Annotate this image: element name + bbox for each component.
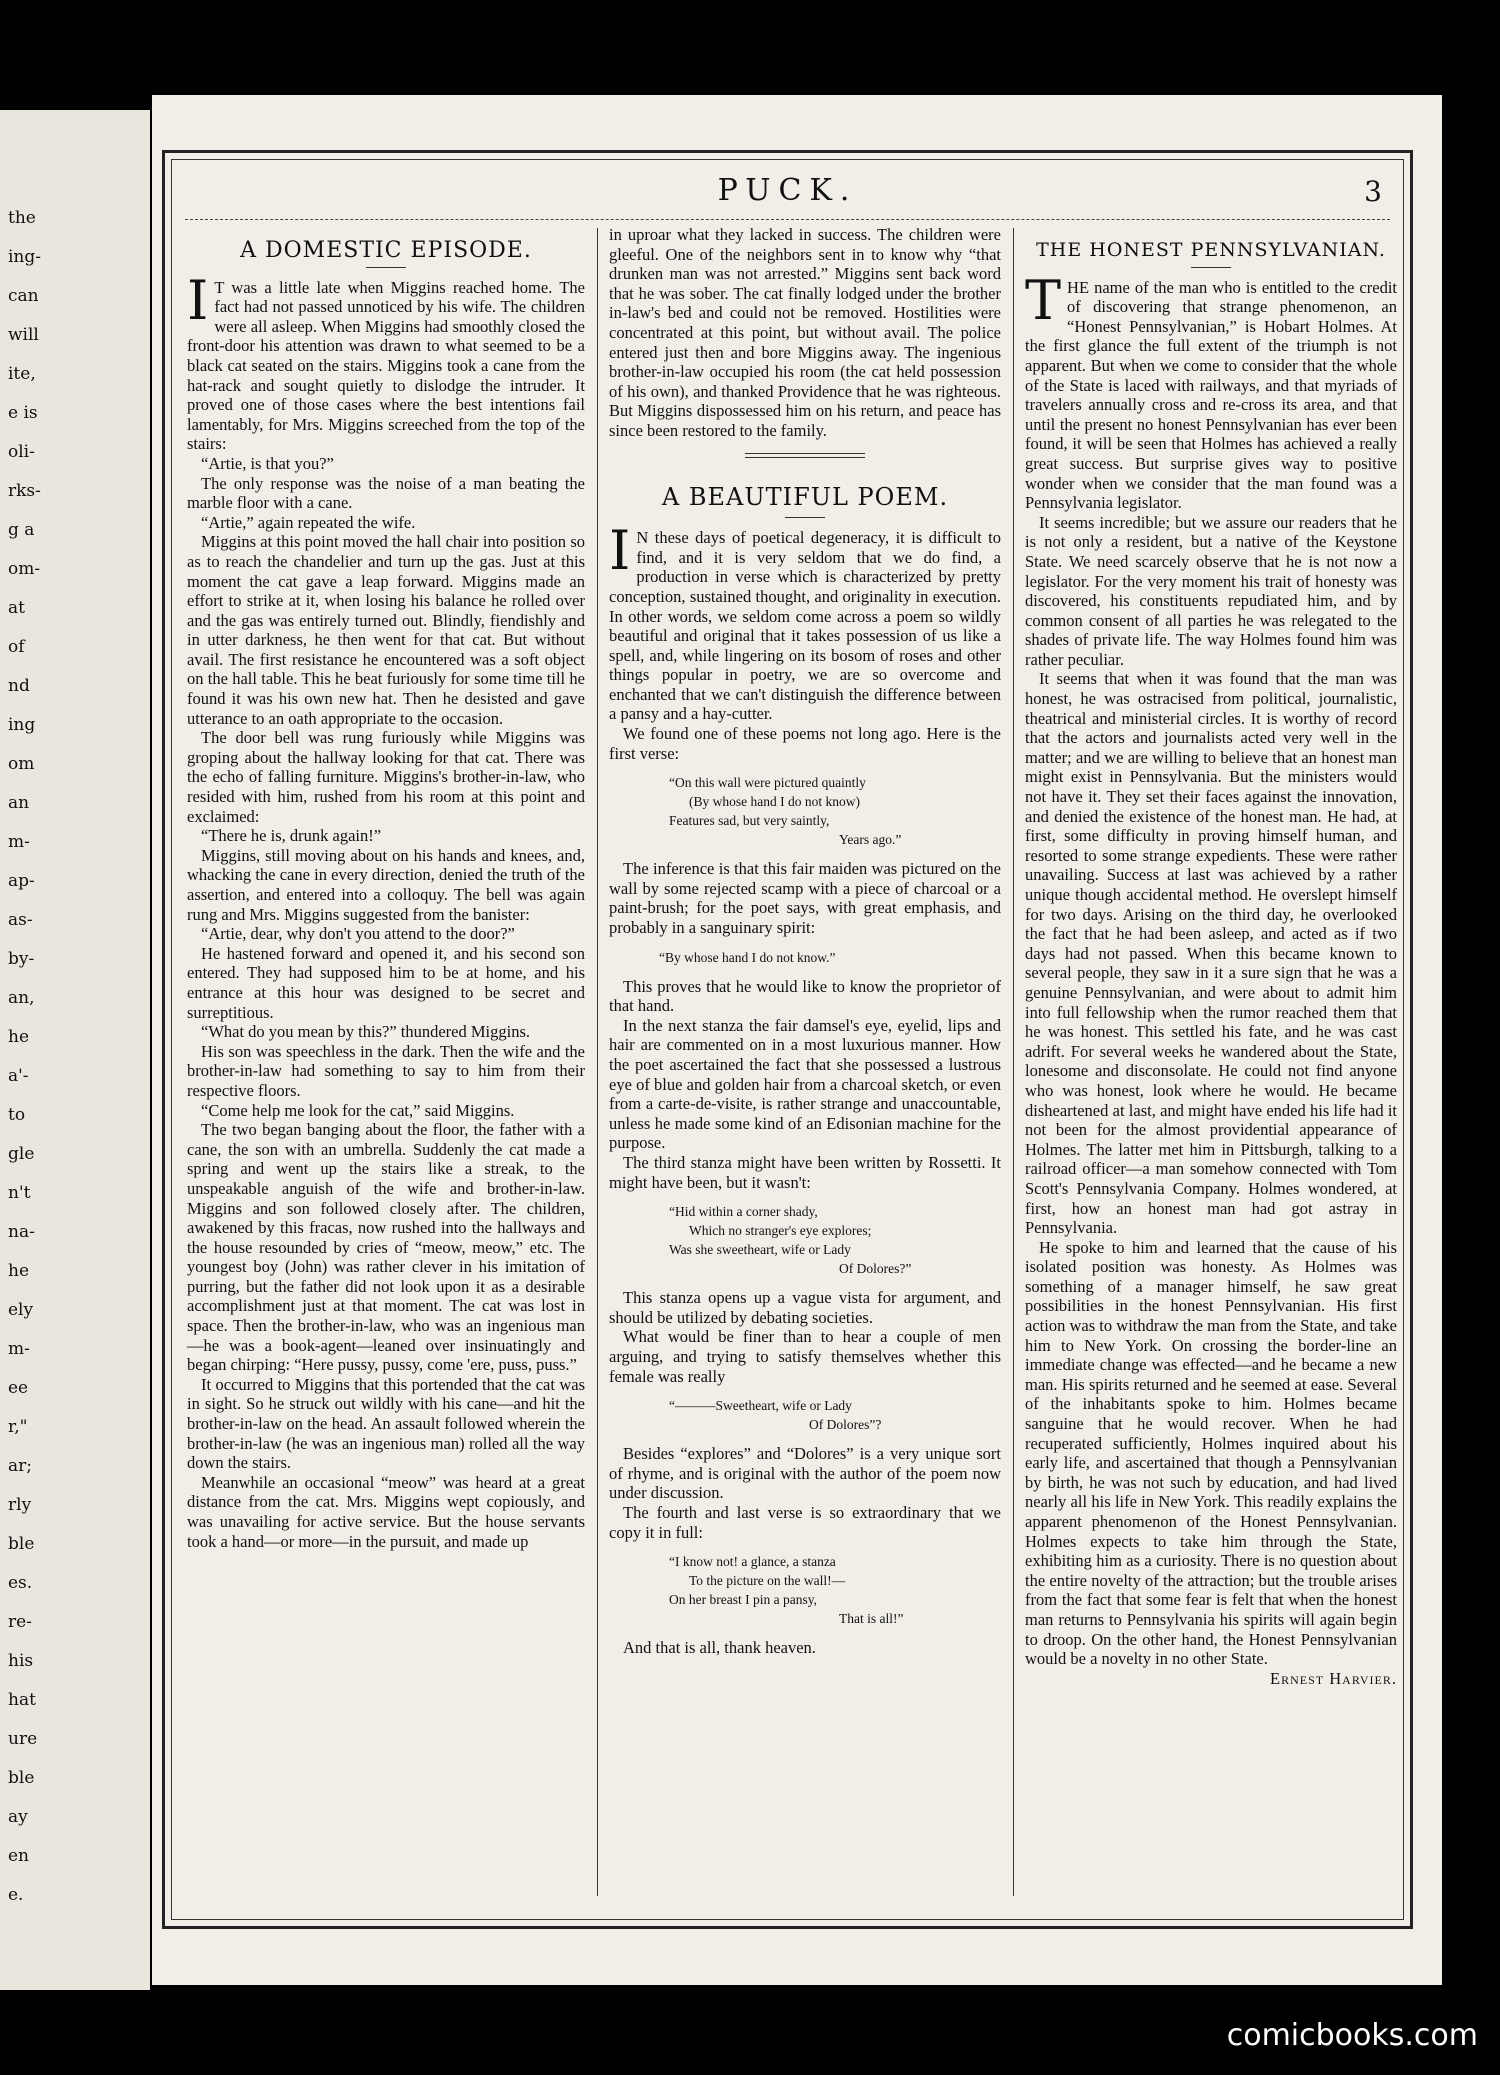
edge-word: he bbox=[8, 1261, 30, 1281]
edge-word: ing bbox=[8, 715, 36, 735]
edge-word: om- bbox=[8, 559, 41, 579]
title-rule bbox=[1191, 267, 1231, 268]
poem-line: On her breast I pin a pansy, bbox=[669, 1592, 817, 1608]
poem-quote bbox=[659, 948, 1001, 967]
article-body-honest-pennsylvanian bbox=[1025, 268, 1397, 1669]
edge-word: gle bbox=[8, 1144, 35, 1164]
edge-word: ay bbox=[8, 1807, 28, 1827]
poem-line: Was she sweetheart, wife or Lady bbox=[669, 1242, 851, 1258]
paragraph: We found one of these poems not long ago. Here is the first verse: bbox=[609, 724, 1001, 763]
poem-line: To the picture on the wall!— bbox=[689, 1573, 846, 1589]
edge-word: n't bbox=[8, 1183, 31, 1203]
edge-word: oli- bbox=[8, 442, 35, 462]
paragraph: What would be finer than to hear a couple of men arguing, and trying to satisfy themselves whether this female was really bbox=[609, 1327, 1001, 1386]
author-signature: Ernest Harvier. bbox=[1270, 1668, 1397, 1688]
paragraph: Miggins at this point moved the hall chair into position so as to reach the chandelier and turn up the gas. Just at this moment the cat gave a leap forward. Miggins made an effort to strike at it, when losing his balance he rolled over and the gas was entirely turned out. Blindly, fiendishly and in utter darkness, he then went for that cat. But without avail. The first resistance he encountered was a soft object on the hall table. This he beat furiously for some time till he found it was his own new hat. Then he desisted and gave utterance to an oath appropriate to the occasion. bbox=[187, 532, 585, 728]
edge-word: by- bbox=[8, 949, 35, 969]
article-title-beautiful-poem: A BEAUTIFUL POEM. bbox=[661, 482, 949, 511]
paragraph: It seems incredible; but we assure our readers that he is not only a resident, but a native of the Keystone State. We need scarcely observe that he is not now a legislator. For the very moment his trait of honesty was discovered, his constituents repudiated him, and by common consent of all parties he was relegated to the shades of private life. The way Holmes found him was rather peculiar. bbox=[1025, 512, 1397, 669]
poem-line: That is all!” bbox=[839, 1611, 904, 1627]
edge-word: na- bbox=[8, 1222, 35, 1242]
edge-word: at bbox=[8, 598, 25, 618]
article-title-honest-pennsylvanian: THE HONEST PENNSYLVANIAN. bbox=[1036, 239, 1386, 261]
edge-word: ble bbox=[8, 1534, 35, 1554]
edge-word: nd bbox=[8, 676, 30, 696]
paragraph: This stanza opens up a vague vista for argument, and should be utilized by debating societies. bbox=[609, 1288, 1001, 1327]
paragraph: His son was speechless in the dark. Then the wife and the brother-in-law had something to say to him from their respective floors. bbox=[187, 1041, 585, 1100]
edge-word: ure bbox=[8, 1729, 38, 1749]
poem-line: (By whose hand I do not know) bbox=[689, 794, 860, 810]
edge-word: re- bbox=[8, 1612, 32, 1632]
poem-line: Features sad, but very saintly, bbox=[669, 813, 830, 829]
dropcap: I bbox=[187, 268, 209, 332]
dropcap: T bbox=[1025, 268, 1062, 332]
paragraph: The fourth and last verse is so extraordinary that we copy it in full: bbox=[609, 1502, 1001, 1542]
edge-word: g a bbox=[8, 520, 35, 540]
paragraph: T was a little late when Miggins reached home. The fact had not passed unnoticed by his wife. The children were all asleep. When Miggins had smoothly closed the front-door his attention was drawn to what seemed to be a black cat seated on the stairs. Miggins took a cane from the hat-rack and sought quietly to dislodge the intruder. It proved one of those cases where the best intentions fail lamentably, for Mrs. Miggins screeched from the top of the stairs: bbox=[187, 277, 585, 454]
paragraph: The door bell was rung furiously while Miggins was groping about the hallway looking for that cat. There was the echo of falling furniture. Miggins's brother-in-law, who resided with him, rushed from his room at this point and exclaimed: bbox=[187, 728, 585, 826]
edge-word: ely bbox=[8, 1300, 34, 1320]
edge-word: ee bbox=[8, 1378, 29, 1398]
edge-word: m- bbox=[8, 1339, 30, 1359]
article-continuation: in uproar what they lacked in success. The children were gleeful. One of the neighbors sent in to know why “that drunken man was not arrested.” Miggins sent back word that he was sober. The cat finally lodged under the brother in-law's bed and could not be removed. Hostilities were concentrated at this point, but without avail. The police entered just then and bore Miggins away. The ingenious brother-in-law occupied his room (the cat held possession of his own), and thanked Providence that he was righteous. But Miggins dispossessed him on his return, and peace has since been restored to the family. bbox=[609, 225, 1001, 440]
edge-word: r," bbox=[8, 1417, 28, 1437]
header-rule bbox=[185, 219, 1390, 220]
edge-word: his bbox=[8, 1651, 34, 1671]
paragraph: He hastened forward and opened it, and his second son entered. They had supposed him to be at home, and his entrance at this hour was designed to be secret and surreptitious. bbox=[187, 943, 585, 1022]
poem-line: “I know not! a glance, a stanza bbox=[669, 1554, 836, 1570]
edge-word: e. bbox=[8, 1885, 24, 1905]
edge-word: om bbox=[8, 754, 35, 774]
poem-line: “On this wall were pictured quaintly bbox=[669, 775, 866, 791]
dropcap: I bbox=[609, 519, 631, 583]
paragraph: “Come help me look for the cat,” said Miggins. bbox=[201, 1100, 515, 1120]
edge-word: e is bbox=[8, 403, 38, 423]
paragraph: It seems that when it was found that the man was honest, he was ostracised from political, journalistic, theatrical and ministerial circles. It is worthy of record that the actors and journalists acted very well in the matter; and we are willing to believe that an honest man might exist in Pennsylvania. But the ministers would not have it. They set their faces against the innovation, and denied the existence of the honest man. He had, at first, some difficulty in proving himself human, and resorted to some strange expedients. These were rather unavailing. Success at last was achieved by a rather unique though accidental method. He overslept himself for two days. Arising on the third day, he overlooked the fact that he had been asleep, and acted as if two days had not passed. When this became known to several people, they saw in it a sure sign that he was a genuine Pennsylvanian, and were about to admit him into full fellowship when the rumor reached them that he was honest. This settled his fate, and he was cast adrift. For several weeks he wandered about the State, lonesome and disconsolate. He could not find anyone who was honest, look where he would. He became disheartened at last, and might have ended his life had it not been for the almost providential appearance of Holmes. The latter met him in Pittsburgh, talking to a railroad officer—a man somehow connected with Tom Scott's Pennsylvania Company. Holmes wondered, at first, how an honest man had got astray in Pennsylvania. bbox=[1025, 669, 1397, 1238]
edge-word: will bbox=[8, 325, 39, 345]
paragraph: HE name of the man who is entitled to the credit of discovering that strange phenomenon, an “Honest Pennsylvanian,” is Hobart Holmes. At the first glance the full extent of the triumph is not apparent. But when we come to consider that the whole of the State is laced with railways, and that myriads of travelers annually cross and re-cross its area, and that until the present no honest Pennsylvanian has ever been found, it will be seen that Holmes has achieved a really great success. But surprise gives way to positive wonder when we consider that the man found was a Pennsylvania legislator. bbox=[1025, 277, 1397, 513]
edge-word: ar; bbox=[8, 1456, 32, 1476]
edge-word: ap- bbox=[8, 871, 35, 891]
paragraph: Miggins, still moving about on his hands and knees, and, whacking the cane in every direction, denied the truth of the assertion, and entered into a colloquy. The bell was again rung and Mrs. Miggins suggested from the banister: bbox=[187, 845, 585, 924]
paragraph: Meanwhile an occasional “meow” was heard at a great distance from the cat. Mrs. Miggins wept copiously, and was unavailing for active service. But the house servants took a hand—or more—in the pursuit, and made up bbox=[187, 1472, 585, 1551]
edge-word: es. bbox=[8, 1573, 33, 1593]
paragraph: It occurred to Miggins that this portended that the cat was in sight. So he struck out wildly with his cane—and hit the brother-in-law on the head. An assault followed wherein the brother-in-law (he was an ingenious man) rolled all the way down the stairs. bbox=[187, 1374, 585, 1473]
edge-word: of bbox=[8, 637, 25, 657]
paragraph: The only response was the noise of a man beating the marble floor with a cane. bbox=[187, 473, 585, 513]
paragraph: The third stanza might have been written by Rossetti. It might have been, but it wasn't: bbox=[609, 1152, 1001, 1192]
edge-word: an bbox=[8, 793, 30, 813]
column-left bbox=[187, 231, 585, 1551]
page-border bbox=[162, 150, 1413, 1929]
title-rule bbox=[785, 517, 825, 518]
poem-line: “Hid within a corner shady, bbox=[669, 1204, 818, 1220]
poem-line: Of Dolores?” bbox=[839, 1261, 912, 1277]
page-number: 3 bbox=[1364, 175, 1382, 208]
page bbox=[152, 95, 1442, 1985]
poem-line: Years ago.” bbox=[839, 832, 902, 848]
edge-word: ble bbox=[8, 1768, 35, 1788]
section-separator bbox=[745, 453, 865, 458]
poem-line: Of Dolores”? bbox=[809, 1417, 882, 1433]
paragraph: “There he is, drunk again!” bbox=[201, 826, 382, 846]
paragraph: The inference is that this fair maiden was pictured on the wall by some rejected scamp with a piece of charcoal or a paint-brush; for the poet says, with great emphasis, and probably in a sanguinary spirit: bbox=[609, 859, 1001, 938]
paragraph: “Artie, is that you?” bbox=[201, 453, 334, 473]
column-middle bbox=[609, 225, 1001, 1658]
edge-word: ing- bbox=[8, 247, 42, 267]
paragraph: And that is all, thank heaven. bbox=[623, 1638, 816, 1658]
column-rule bbox=[1013, 228, 1014, 1896]
edge-word: hat bbox=[8, 1690, 36, 1710]
paragraph: This proves that he would like to know the proprietor of that hand. bbox=[609, 976, 1001, 1016]
edge-word: an, bbox=[8, 988, 35, 1008]
edge-word: to bbox=[8, 1105, 26, 1125]
poem-verse-4 bbox=[669, 1552, 1001, 1628]
poem-quote bbox=[669, 1396, 1001, 1434]
paragraph: “Artie, dear, why don't you attend to the door?” bbox=[201, 924, 515, 944]
paragraph: The two began banging about the floor, the father with a cane, the son with an umbrella. Suddenly the cat made a spring and went up the stairs like a streak, to the unspeakable anguish of the wife and brother-in-law. Miggins and son followed closely after. The children, awakened by this fracas, now rushed into the hallways and the house resounded by cries of “meow, meow,” etc. The youngest boy (John) was rather clever in his imitation of purring, but the father did not look upon it as a desirable accomplishment just at that moment. The cat was lost in space. Then the brother-in-law, who was an ingenious man—he was a book-agent—leaned over insinuatingly and began chirping: “Here pussy, pussy, come 'ere, puss, puss.” bbox=[187, 1120, 585, 1375]
article-title-domestic-episode: A DOMESTIC EPISODE. bbox=[240, 238, 532, 263]
column-right bbox=[1025, 231, 1397, 1688]
poem-line: “By whose hand I do not know.” bbox=[659, 949, 836, 965]
column-rule bbox=[597, 228, 598, 1896]
edge-word: rly bbox=[8, 1495, 32, 1515]
paragraph: “Artie,” again repeated the wife. bbox=[201, 512, 416, 532]
edge-word: rks- bbox=[8, 481, 41, 501]
paragraph: He spoke to him and learned that the cause of his isolated position was honesty. As Holmes was something of a manager himself, he saw great possibilities in the honest Pennsylvanian. His first action was to withdraw the man from the State, and take him to New York. On crossing the border-line an immediate change was effected—and he became a new man. His spirits returned and he seemed at ease. Several of the inhabitants spoke to him. Holmes became sanguine that he would recover. When he had recuperated sufficiently, Holmes inquired about his early life, and ascertained that though a Pennsylvanian by birth, he was not such by education, and had lived nearly all his life in New York. This readily explains the apparent phenomenon of the Honest Pennsylvanian. Holmes expects to take him through the State, exhibiting him as a curiosity. There is no question about the entire novelty of the attraction; but the trouble arises from the fact that some fear is felt that when the honest man returns to Pennsylvania his spirits will again begin to droop. On the other hand, the Honest Pennsylvanian would be a novelty in no other State. bbox=[1025, 1237, 1397, 1669]
watermark: comicbooks.com bbox=[1226, 2018, 1478, 2053]
title-rule bbox=[366, 267, 406, 268]
edge-word: he bbox=[8, 1027, 30, 1047]
edge-word: can bbox=[8, 286, 39, 306]
paragraph: “What do you mean by this?” thundered Miggins. bbox=[201, 1022, 531, 1042]
masthead: PUCK. bbox=[717, 173, 858, 208]
poem-verse-1 bbox=[669, 773, 1001, 849]
poem-line: Which no stranger's eye explores; bbox=[689, 1223, 872, 1239]
article-body-domestic-episode bbox=[187, 268, 585, 1552]
edge-word: as- bbox=[8, 910, 33, 930]
edge-word: ite, bbox=[8, 364, 36, 384]
edge-word: a'- bbox=[8, 1066, 29, 1086]
poem-verse-3 bbox=[669, 1202, 1001, 1278]
paragraph: In the next stanza the fair damsel's eye, eyelid, lips and hair are commented on in a most luxurious manner. How the poet ascertained the fact that she possessed a lustrous eye of blue and golden hair from a charcoal sketch, or even from a carte-de-visite, is rather strange and unaccountable, unless he made some kind of an Edisonian machine for the purpose. bbox=[609, 1015, 1001, 1153]
edge-word: the bbox=[8, 208, 36, 228]
edge-word: en bbox=[8, 1846, 30, 1866]
paragraph: Besides “explores” and “Dolores” is a very unique sort of rhyme, and is original with the author of the poem now under discussion. bbox=[609, 1444, 1001, 1503]
paragraph: N these days of poetical degeneracy, it is difficult to find, and it is very seldom that we do find, a production in verse which is characterized by pretty conception, sustained thought, and originality in execution. In other words, we seldom come across a poem so wildly beautiful and original that it takes possession of us like a spell, and, while lingering on its bosom of roses and other things popular in poetry, we are so overcome and enchanted that we can't distinguish the difference between a pansy and a hay-cutter. bbox=[609, 528, 1001, 724]
edge-word: m- bbox=[8, 832, 30, 852]
adjacent-page-edge bbox=[0, 110, 150, 1990]
poem-line: “———Sweetheart, wife or Lady bbox=[669, 1398, 852, 1414]
